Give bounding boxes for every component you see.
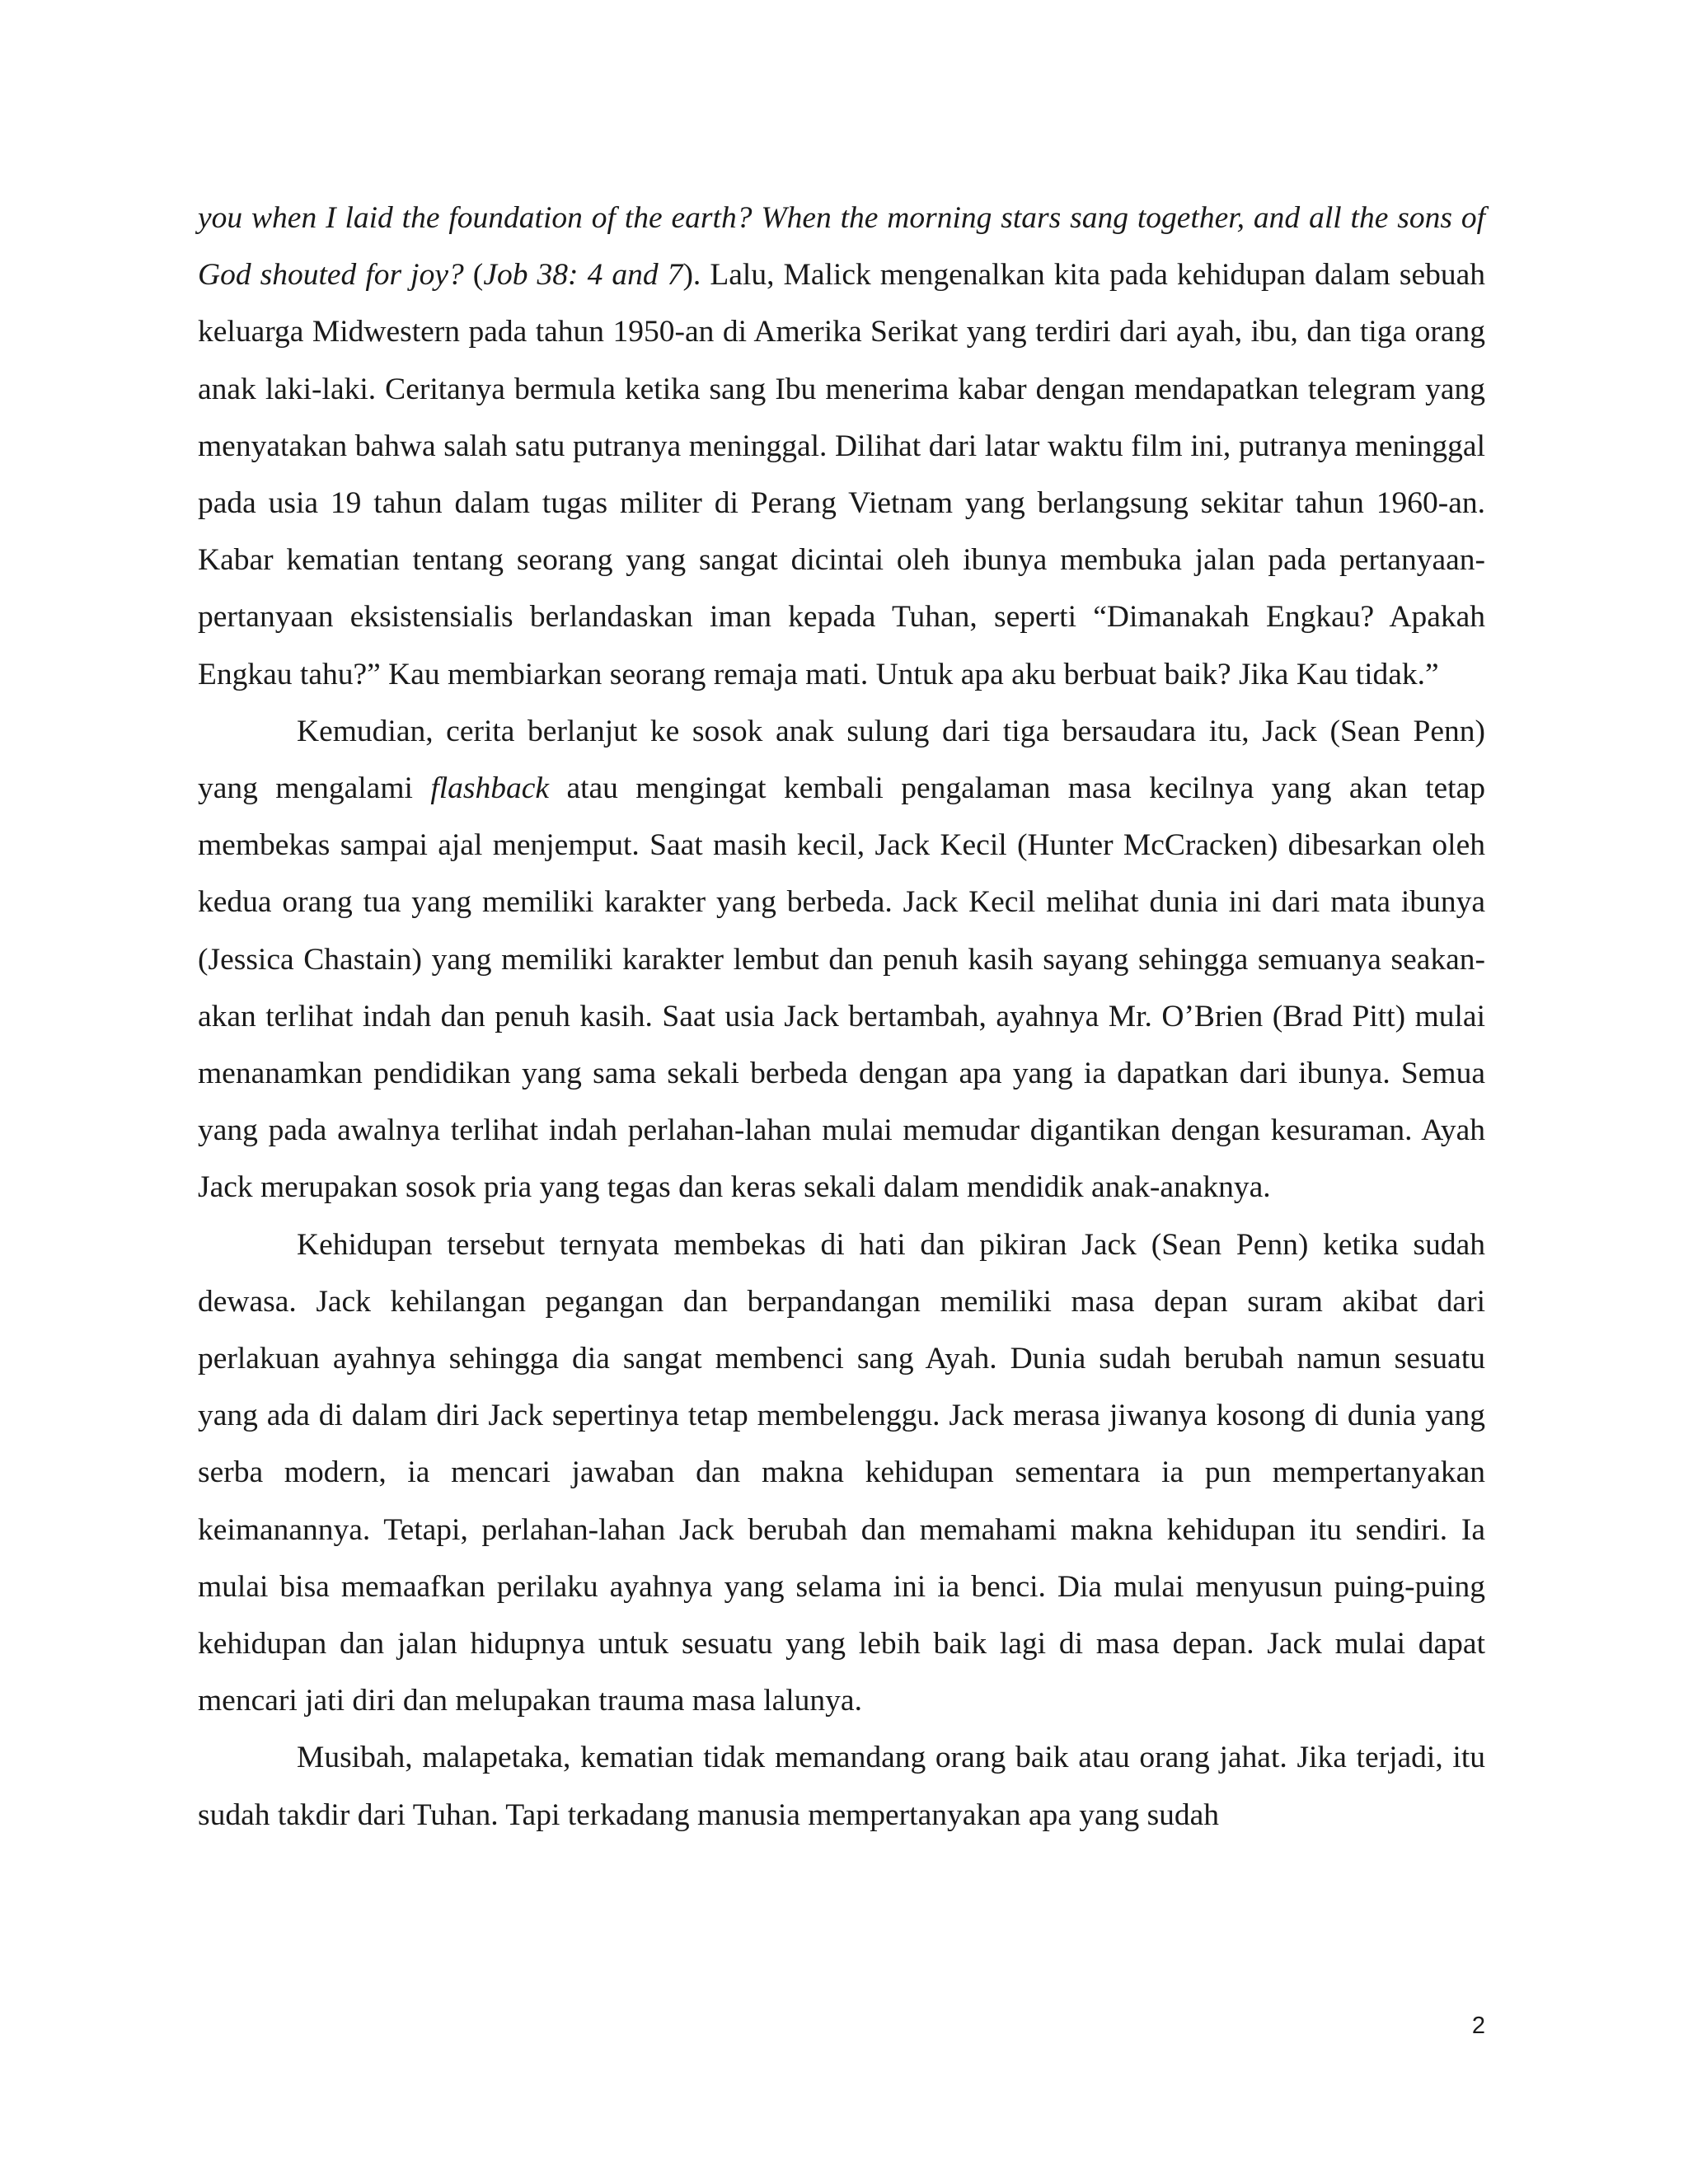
paragraph-musibah [198,1729,1485,1843]
citation-italic: Job 38: 4 and 7 [483,258,683,293]
body-text [198,190,1485,1844]
text-run: Kemudian, cerita berlanjut ke sosok anak sulung dari tiga bersaudara itu, Jack (Sean Penn) yang mengalami [198,714,1485,806]
bible-quote-italic: you when I laid the foundation of the earth? When the morning stars sang together, and all the sons of God shouted for joy? [198,201,1485,293]
paragraph-jack-adult [198,1216,1485,1730]
paragraph-continuation [198,190,1485,703]
text-run: ( [463,258,484,293]
paragraph-jack-childhood [198,703,1485,1216]
page-number: 2 [1471,2013,1485,2039]
text-run: atau mengingat kembali pengalaman masa kecilnya yang akan tetap membekas sampai ajal menjemput. Saat masih kecil, Jack Kecil (Hunter McCracken) dibesarkan oleh kedua orang tua yang memiliki karakter yang berbeda. Jack Kecil melihat dunia ini dari mata ibunya (Jessica Chastain) yang memiliki karakter lembut dan penuh kasih sayang sehingga semuanya seakan-akan terlihat indah dan penuh kasih. Saat usia Jack bertambah, ayahnya Mr. O’Brien (Brad Pitt) mulai menanamkan pendidikan yang sama sekali berbeda dengan apa yang ia dapatkan dari ibunya. Semua yang pada awalnya terlihat indah perlahan-lahan mulai memudar digantikan dengan kesuraman. Ayah Jack merupakan sosok pria yang tegas dan keras sekali dalam mendidik anak-anaknya. [198,771,1485,1205]
flashback-italic: flashback [430,771,550,806]
text-run: Musibah, malapetaka, kematian tidak memandang orang baik atau orang jahat. Jika terjadi, itu sudah takdir dari Tuhan. Tapi terkadang manusia mempertanyakan apa yang sudah [198,1741,1485,1832]
text-run: Kehidupan tersebut ternyata membekas di hati dan pikiran Jack (Sean Penn) ketika sudah dewasa. Jack kehilangan pegangan dan berpandangan memiliki masa depan suram akibat dari perlakuan ayahnya sehingga dia sangat membenci sang Ayah. Dunia sudah berubah namun sesuatu yang ada di dalam diri Jack sepertinya tetap membelenggu. Jack merasa jiwanya kosong di dunia yang serba modern, ia mencari jawaban dan makna kehidupan sementara ia pun mempertanyakan keimanannya. Tetapi, perlahan-lahan Jack berubah dan memahami makna kehidupan itu sendiri. Ia mulai bisa memaafkan perilaku ayahnya yang selama ini ia benci. Dia mulai menyusun puing-puing kehidupan dan jalan hidupnya untuk sesuatu yang lebih baik lagi di masa depan. Jack mulai dapat mencari jati diri dan melupakan trauma masa lalunya. [198,1227,1485,1718]
text-run: ). Lalu, Malick mengenalkan kita pada kehidupan dalam sebuah keluarga Midwestern pada tahun 1950-an di Amerika Serikat yang terdiri dari ayah, ibu, dan tiga orang anak laki-laki. Ceritanya bermula ketika sang Ibu menerima kabar dengan mendapatkan telegram yang menyatakan bahwa salah satu putranya meninggal. Dilihat dari latar waktu film ini, putranya meninggal pada usia 19 tahun dalam tugas militer di Perang Vietnam yang berlangsung sekitar tahun 1960-an. Kabar kematian tentang seorang yang sangat dicintai oleh ibunya membuka jalan pada pertanyaan-pertanyaan eksistensialis berlandaskan iman kepada Tuhan, seperti “Dimanakah Engkau? Apakah Engkau tahu?” Kau membiarkan seorang remaja mati. Untuk apa aku berbuat baik? Jika Kau tidak.” [198,258,1485,691]
